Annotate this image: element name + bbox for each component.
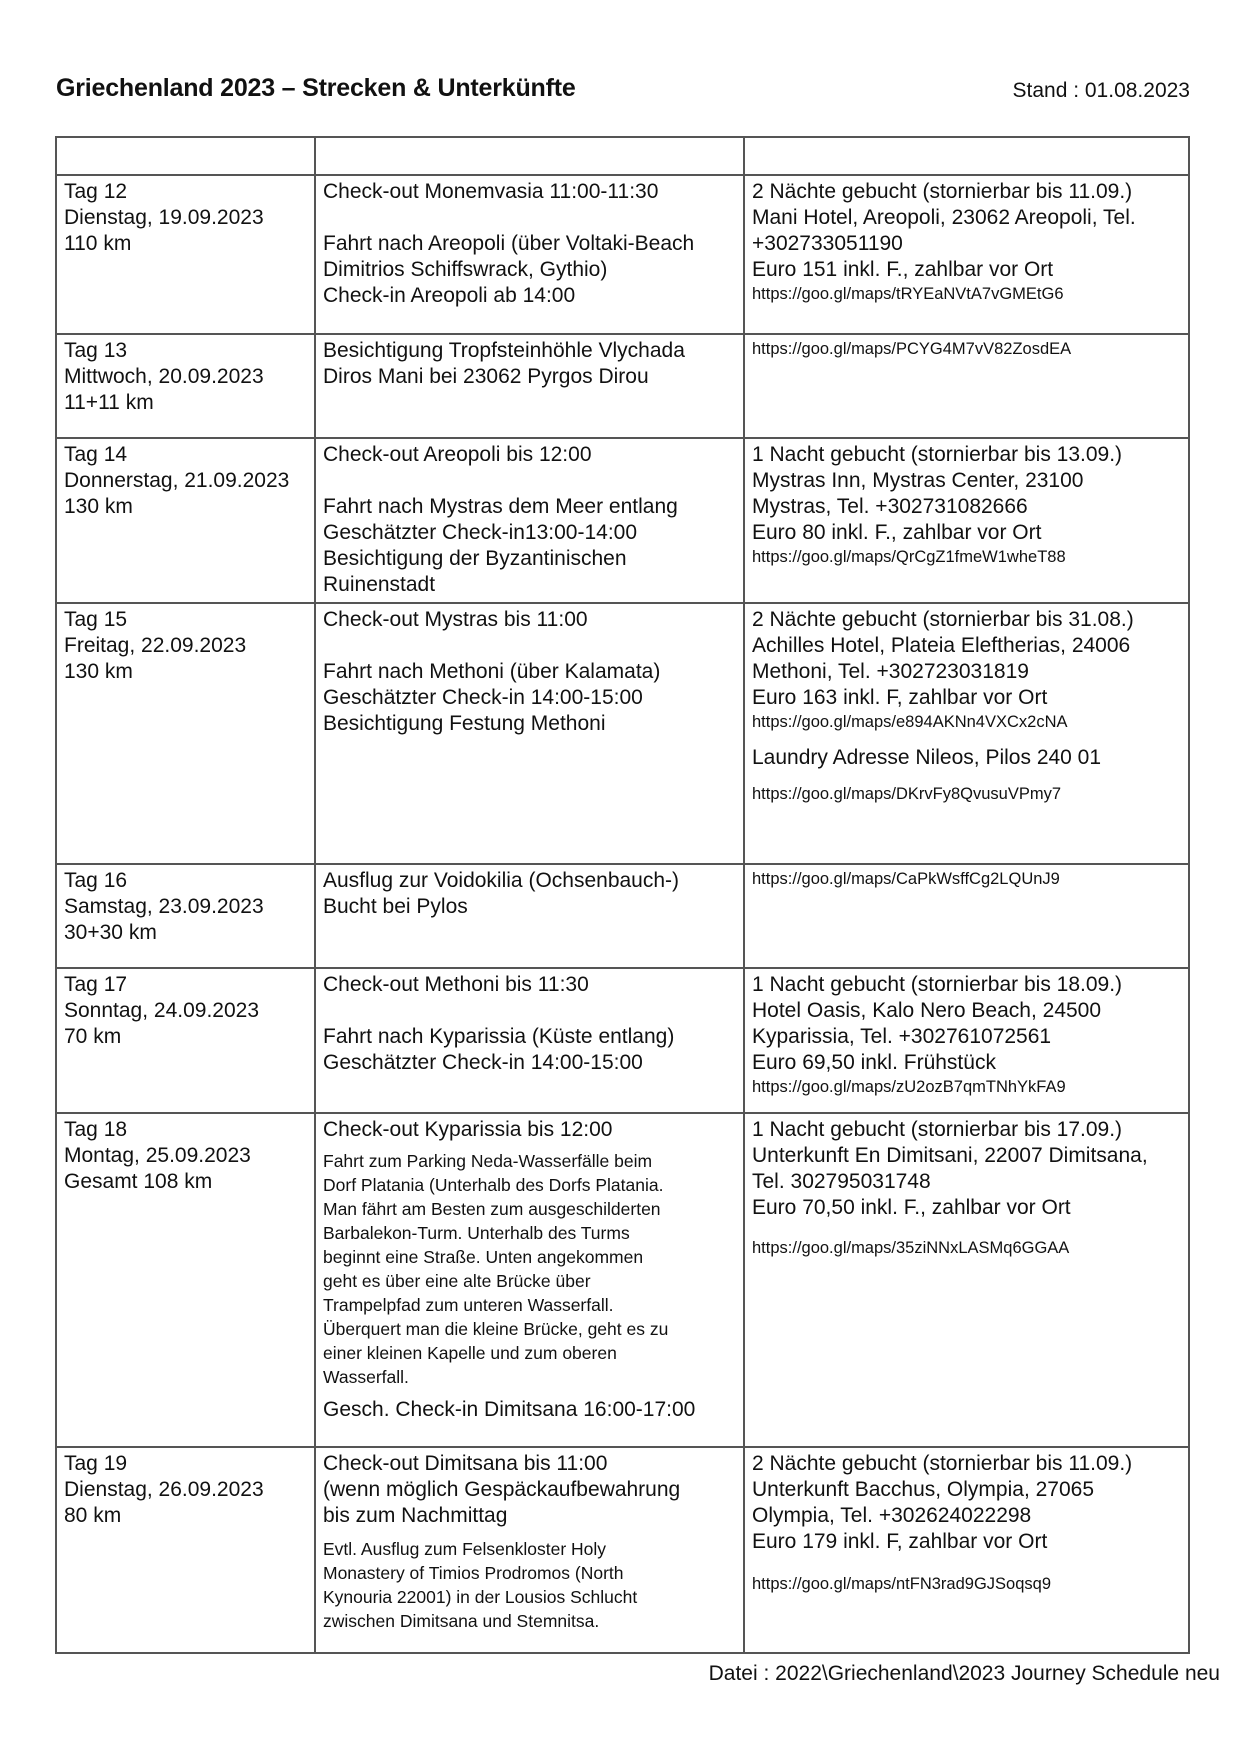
maps-link[interactable]: https://goo.gl/maps/35ziNNxLASMq6GGAA bbox=[752, 1239, 1070, 1257]
page-title: Griechenland 2023 – Strecken & Unterkünfte bbox=[56, 74, 576, 102]
table-row bbox=[56, 334, 1189, 438]
plan-line: Ausflug zur Voidokilia (Ochsenbauch-) bbox=[323, 869, 680, 892]
plan-line: Check-out Mystras bis 11:00 bbox=[323, 608, 588, 631]
plan-line: Besichtigung der Byzantinischen bbox=[323, 547, 627, 570]
plan-detail-line: Monastery of Timios Prodromos (North bbox=[323, 1563, 624, 1583]
stay-line: Hotel Oasis, Kalo Nero Beach, 24500 bbox=[752, 999, 1102, 1022]
day-distance: 80 km bbox=[64, 1504, 122, 1527]
plan-detail-line: Wasserfall. bbox=[323, 1367, 409, 1387]
plan-line: Check-out Monemvasia 11:00-11:30 bbox=[323, 180, 659, 203]
stay-cell bbox=[744, 334, 1189, 438]
plan-line: Geschätzter Check-in13:00-14:00 bbox=[323, 521, 638, 544]
plan-line: Fahrt nach Methoni (über Kalamata) bbox=[323, 660, 661, 683]
plan-detail-line: geht es über eine alte Brücke über bbox=[323, 1271, 591, 1291]
plan-line: (wenn möglich Gespäckaufbewahrung bbox=[323, 1478, 681, 1501]
header-cell-plan bbox=[315, 137, 744, 175]
plan-detail-line: Überquert man die kleine Brücke, geht es zu bbox=[323, 1319, 669, 1339]
day-number: Tag 15 bbox=[64, 608, 128, 631]
day-date: Mittwoch, 20.09.2023 bbox=[64, 365, 264, 388]
plan-cell bbox=[315, 603, 744, 864]
plan-cell bbox=[315, 968, 744, 1113]
plan-line: Bucht bei Pylos bbox=[323, 895, 468, 918]
day-date: Dienstag, 19.09.2023 bbox=[64, 206, 264, 229]
day-distance: 130 km bbox=[64, 495, 133, 518]
plan-line: Check-out Areopoli bis 12:00 bbox=[323, 443, 592, 466]
stay-line: Euro 80 inkl. F., zahlbar vor Ort bbox=[752, 521, 1042, 544]
stay-cell bbox=[744, 968, 1189, 1113]
schedule-table bbox=[55, 136, 1190, 1654]
stay-line: Mani Hotel, Areopoli, 23062 Areopoli, Tel. bbox=[752, 206, 1136, 229]
plan-line: Geschätzter Check-in 14:00-15:00 bbox=[323, 686, 643, 709]
day-cell bbox=[56, 334, 315, 438]
stay-line: Unterkunft Bacchus, Olympia, 27065 bbox=[752, 1478, 1095, 1501]
stay-cell bbox=[744, 603, 1189, 864]
maps-link[interactable]: https://goo.gl/maps/CaPkWsffCg2LQUnJ9 bbox=[752, 870, 1060, 888]
stay-line: Euro 179 inkl. F, zahlbar vor Ort bbox=[752, 1530, 1048, 1553]
plan-detail-line: Barbalekon-Turm. Unterhalb des Turms bbox=[323, 1223, 630, 1243]
day-number: Tag 18 bbox=[64, 1118, 128, 1141]
plan-line: Diros Mani bei 23062 Pyrgos Dirou bbox=[323, 365, 649, 388]
stay-line: Euro 69,50 inkl. Frühstück bbox=[752, 1051, 996, 1074]
table-header-row bbox=[56, 137, 1189, 175]
day-cell bbox=[56, 438, 315, 603]
stay-line: +302733051190 bbox=[752, 232, 903, 255]
day-number: Tag 12 bbox=[64, 180, 128, 203]
day-cell bbox=[56, 603, 315, 864]
laundry-address: Laundry Adresse Nileos, Pilos 240 01 bbox=[752, 746, 1102, 769]
plan-line: Dimitrios Schiffswrack, Gythio) bbox=[323, 258, 608, 281]
plan-cell bbox=[315, 864, 744, 968]
plan-cell bbox=[315, 438, 744, 603]
day-date: Samstag, 23.09.2023 bbox=[64, 895, 264, 918]
day-number: Tag 14 bbox=[64, 443, 128, 466]
day-cell bbox=[56, 1447, 315, 1653]
plan-cell bbox=[315, 175, 744, 334]
stay-line: Euro 163 inkl. F, zahlbar vor Ort bbox=[752, 686, 1048, 709]
day-cell bbox=[56, 968, 315, 1113]
stay-line: Unterkunft En Dimitsani, 22007 Dimitsana, bbox=[752, 1144, 1148, 1167]
maps-link[interactable]: https://goo.gl/maps/tRYEaNVtA7vGMEtG6 bbox=[752, 285, 1064, 303]
plan-detail-line: Fahrt zum Parking Neda-Wasserfälle beim bbox=[323, 1151, 653, 1171]
day-distance: 30+30 km bbox=[64, 921, 157, 944]
day-number: Tag 13 bbox=[64, 339, 128, 362]
laundry-maps-link[interactable]: https://goo.gl/maps/DKrvFy8QvusuVPmy7 bbox=[752, 785, 1062, 803]
table-row bbox=[56, 438, 1189, 603]
plan-line: Fahrt nach Kyparissia (Küste entlang) bbox=[323, 1025, 675, 1048]
stay-line: Mystras Inn, Mystras Center, 23100 bbox=[752, 469, 1084, 492]
plan-cell bbox=[315, 334, 744, 438]
plan-line: Check-out Kyparissia bis 12:00 bbox=[323, 1118, 613, 1141]
stay-line: 2 Nächte gebucht (stornierbar bis 11.09.) bbox=[752, 180, 1133, 203]
plan-detail-line: beginnt eine Straße. Unten angekommen bbox=[323, 1247, 644, 1267]
day-distance: 110 km bbox=[64, 232, 132, 255]
plan-detail-line: Dorf Platania (Unterhalb des Dorfs Platania. bbox=[323, 1175, 664, 1195]
day-cell bbox=[56, 864, 315, 968]
day-number: Tag 17 bbox=[64, 973, 128, 996]
day-number: Tag 16 bbox=[64, 869, 128, 892]
table-row bbox=[56, 1447, 1189, 1653]
maps-link[interactable]: https://goo.gl/maps/e894AKNn4VXCx2cNA bbox=[752, 713, 1068, 731]
maps-link[interactable]: https://goo.gl/maps/PCYG4M7vV82ZosdEA bbox=[752, 340, 1072, 358]
stay-line: Euro 151 inkl. F., zahlbar vor Ort bbox=[752, 258, 1054, 281]
plan-detail-line: einer kleinen Kapelle und zum oberen bbox=[323, 1343, 617, 1363]
stay-line: Euro 70,50 inkl. F., zahlbar vor Ort bbox=[752, 1196, 1071, 1219]
day-cell bbox=[56, 175, 315, 334]
header-cell-day bbox=[56, 137, 315, 175]
day-distance: 70 km bbox=[64, 1025, 122, 1048]
table-row bbox=[56, 175, 1189, 334]
stay-line: Tel. 302795031748 bbox=[752, 1170, 931, 1193]
stay-line: 1 Nacht gebucht (stornierbar bis 13.09.) bbox=[752, 443, 1123, 466]
stay-cell bbox=[744, 1447, 1189, 1653]
day-date: Dienstag, 26.09.2023 bbox=[64, 1478, 264, 1501]
plan-detail-line: Kynouria 22001) in der Lousios Schlucht bbox=[323, 1587, 638, 1607]
plan-detail-line: Man fährt am Besten zum ausgeschilderten bbox=[323, 1199, 661, 1219]
plan-line: Ruinenstadt bbox=[323, 573, 436, 596]
table-row bbox=[56, 1113, 1189, 1447]
stay-line: 1 Nacht gebucht (stornierbar bis 18.09.) bbox=[752, 973, 1123, 996]
day-distance: Gesamt 108 km bbox=[64, 1170, 213, 1193]
plan-line: Besichtigung Festung Methoni bbox=[323, 712, 606, 735]
maps-link[interactable]: https://goo.gl/maps/zU2ozB7qmTNhYkFA9 bbox=[752, 1078, 1066, 1096]
day-date: Sonntag, 24.09.2023 bbox=[64, 999, 260, 1022]
file-path-footer: Datei : 2022\Griechenland\2023 Journey Schedule neu bbox=[708, 1662, 1220, 1685]
day-distance: 11+11 km bbox=[64, 391, 154, 414]
stay-line: Kyparissia, Tel. +302761072561 bbox=[752, 1025, 1052, 1048]
stay-line: 1 Nacht gebucht (stornierbar bis 17.09.) bbox=[752, 1118, 1123, 1141]
stay-line: Methoni, Tel. +302723031819 bbox=[752, 660, 1029, 683]
table-row bbox=[56, 864, 1189, 968]
day-date: Freitag, 22.09.2023 bbox=[64, 634, 247, 657]
day-date: Montag, 25.09.2023 bbox=[64, 1144, 251, 1167]
stay-cell bbox=[744, 175, 1189, 334]
day-distance: 130 km bbox=[64, 660, 133, 683]
plan-line: Geschätzter Check-in 14:00-15:00 bbox=[323, 1051, 643, 1074]
day-number: Tag 19 bbox=[64, 1452, 128, 1475]
day-date: Donnerstag, 21.09.2023 bbox=[64, 469, 290, 492]
plan-detail-line: zwischen Dimitsana und Stemnitsa. bbox=[323, 1611, 600, 1631]
plan-detail-line: Trampelpfad zum unteren Wasserfall. bbox=[323, 1295, 614, 1315]
plan-cell bbox=[315, 1447, 744, 1653]
stay-line: Achilles Hotel, Plateia Eleftherias, 24006 bbox=[752, 634, 1131, 657]
table-row bbox=[56, 968, 1189, 1113]
table-row bbox=[56, 603, 1189, 864]
stay-line: Mystras, Tel. +302731082666 bbox=[752, 495, 1028, 518]
plan-line: Check-in Areopoli ab 14:00 bbox=[323, 284, 576, 307]
plan-line: Besichtigung Tropfsteinhöhle Vlychada bbox=[323, 339, 685, 362]
stay-cell bbox=[744, 864, 1189, 968]
plan-line: Check-out Methoni bis 11:30 bbox=[323, 973, 589, 996]
stay-line: Olympia, Tel. +302624022298 bbox=[752, 1504, 1032, 1527]
plan-line: bis zum Nachmittag bbox=[323, 1504, 508, 1527]
plan-line: Fahrt nach Mystras dem Meer entlang bbox=[323, 495, 678, 518]
stay-line: 2 Nächte gebucht (stornierbar bis 11.09.) bbox=[752, 1452, 1133, 1475]
maps-link[interactable]: https://goo.gl/maps/ntFN3rad9GJSoqsq9 bbox=[752, 1575, 1051, 1593]
plan-cell bbox=[315, 1113, 744, 1447]
header-cell-stay bbox=[744, 137, 1189, 175]
revision-date: Stand : 01.08.2023 bbox=[1012, 79, 1190, 102]
plan-line: Gesch. Check-in Dimitsana 16:00-17:00 bbox=[323, 1398, 696, 1421]
stay-line: 2 Nächte gebucht (stornierbar bis 31.08.) bbox=[752, 608, 1134, 631]
plan-line: Fahrt nach Areopoli (über Voltaki-Beach bbox=[323, 232, 695, 255]
plan-line: Check-out Dimitsana bis 11:00 bbox=[323, 1452, 608, 1475]
day-cell bbox=[56, 1113, 315, 1447]
plan-detail-line: Evtl. Ausflug zum Felsenkloster Holy bbox=[323, 1539, 607, 1559]
stay-cell bbox=[744, 1113, 1189, 1447]
stay-cell bbox=[744, 438, 1189, 603]
maps-link[interactable]: https://goo.gl/maps/QrCgZ1fmeW1wheT88 bbox=[752, 548, 1066, 566]
